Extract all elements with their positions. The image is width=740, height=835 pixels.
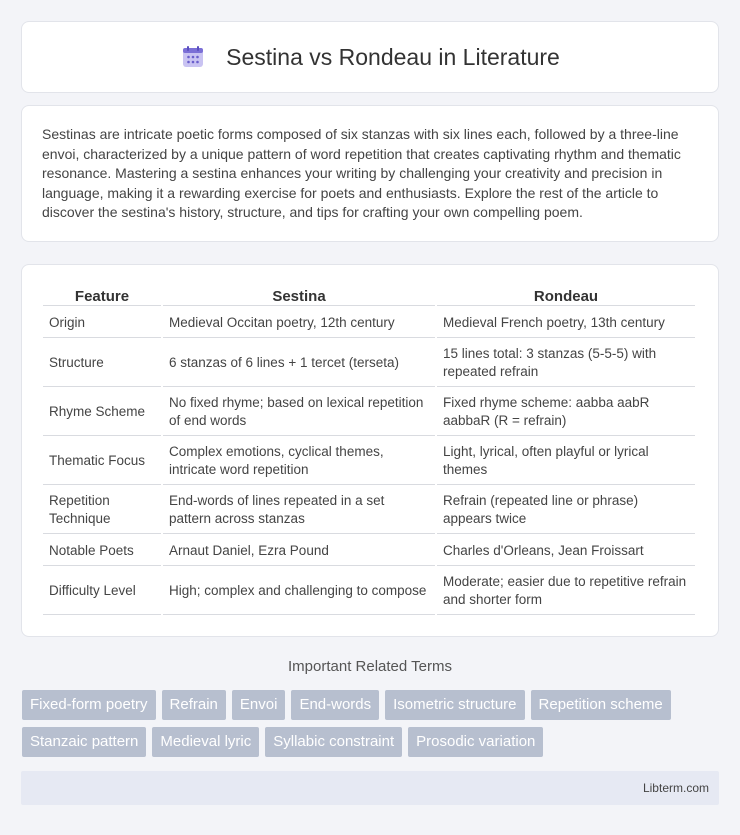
sestina-cell: 6 stanzas of 6 lines + 1 tercet (terseta) — [163, 340, 435, 387]
sestina-cell: No fixed rhyme; based on lexical repetition of end words — [163, 389, 435, 436]
calendar-grid-icon — [180, 44, 206, 70]
header-feature: Feature — [43, 284, 161, 306]
tag-repetition-scheme[interactable]: Repetition scheme — [531, 690, 671, 720]
sestina-cell: Complex emotions, cyclical themes, intricate word repetition — [163, 438, 435, 485]
feature-cell: Thematic Focus — [43, 438, 161, 485]
tag-stanzaic-pattern[interactable]: Stanzaic pattern — [22, 727, 146, 757]
related-terms-list — [22, 690, 722, 757]
rondeau-cell: 15 lines total: 3 stanzas (5-5-5) with repeated refrain — [437, 340, 695, 387]
feature-cell: Rhyme Scheme — [43, 389, 161, 436]
tag-isometric-structure[interactable]: Isometric structure — [385, 690, 524, 720]
sestina-cell: Medieval Occitan poetry, 12th century — [163, 308, 435, 338]
sestina-cell: End-words of lines repeated in a set pattern across stanzas — [163, 487, 435, 534]
comparison-card — [21, 264, 719, 637]
rondeau-cell: Moderate; easier due to repetitive refrain and shorter form — [437, 568, 695, 615]
tag-syllabic-constraint[interactable]: Syllabic constraint — [265, 727, 402, 757]
sestina-cell: Arnaut Daniel, Ezra Pound — [163, 536, 435, 566]
table-row — [43, 487, 695, 534]
intro-text: Sestinas are intricate poetic forms composed of six stanzas with six lines each, followed by a three-line envoi, characterized by a unique pattern of word repetition that creates captivating rhythm and thematic resonance. Mastering a sestina enhances your writing by challenging your creativity and precision in language, making it a rewarding exercise for poets and enthusiasts. Explore the rest of the article to discover the sestina's history, structure, and tips for crafting your own compelling poem. — [42, 126, 681, 221]
feature-cell: Structure — [43, 340, 161, 387]
header-sestina: Sestina — [163, 284, 435, 306]
footer-site-link[interactable]: Libterm.com — [642, 781, 709, 795]
table-row — [43, 389, 695, 436]
feature-cell: Repetition Technique — [43, 487, 161, 534]
header-rondeau: Rondeau — [437, 284, 695, 306]
table-row — [43, 308, 695, 338]
related-terms-title: Important Related Terms — [288, 658, 452, 675]
table-row — [43, 438, 695, 485]
tag-medieval-lyric[interactable]: Medieval lyric — [152, 727, 259, 757]
table-row — [43, 536, 695, 566]
footer — [21, 771, 719, 805]
title-card — [21, 21, 719, 93]
rondeau-cell: Medieval French poetry, 13th century — [437, 308, 695, 338]
rondeau-cell: Refrain (repeated line or phrase) appears twice — [437, 487, 695, 534]
table-header-row — [43, 284, 695, 306]
rondeau-cell: Fixed rhyme scheme: aabba aabR aabbaR (R = refrain) — [437, 389, 695, 436]
table-row — [43, 568, 695, 615]
table-row — [43, 340, 695, 387]
sestina-cell: High; complex and challenging to compose — [163, 568, 435, 615]
rondeau-cell: Light, lyrical, often playful or lyrical themes — [437, 438, 695, 485]
tag-refrain[interactable]: Refrain — [162, 690, 226, 720]
tag-end-words[interactable]: End-words — [291, 690, 379, 720]
tag-prosodic-variation[interactable]: Prosodic variation — [408, 727, 543, 757]
page-title: Sestina vs Rondeau in Literature — [226, 43, 560, 70]
rondeau-cell: Charles d'Orleans, Jean Froissart — [437, 536, 695, 566]
feature-cell: Origin — [43, 308, 161, 338]
comparison-table — [41, 282, 697, 617]
tag-envoi[interactable]: Envoi — [232, 690, 286, 720]
feature-cell: Notable Poets — [43, 536, 161, 566]
intro-card — [21, 105, 719, 242]
tag-fixed-form-poetry[interactable]: Fixed-form poetry — [22, 690, 156, 720]
feature-cell: Difficulty Level — [43, 568, 161, 615]
